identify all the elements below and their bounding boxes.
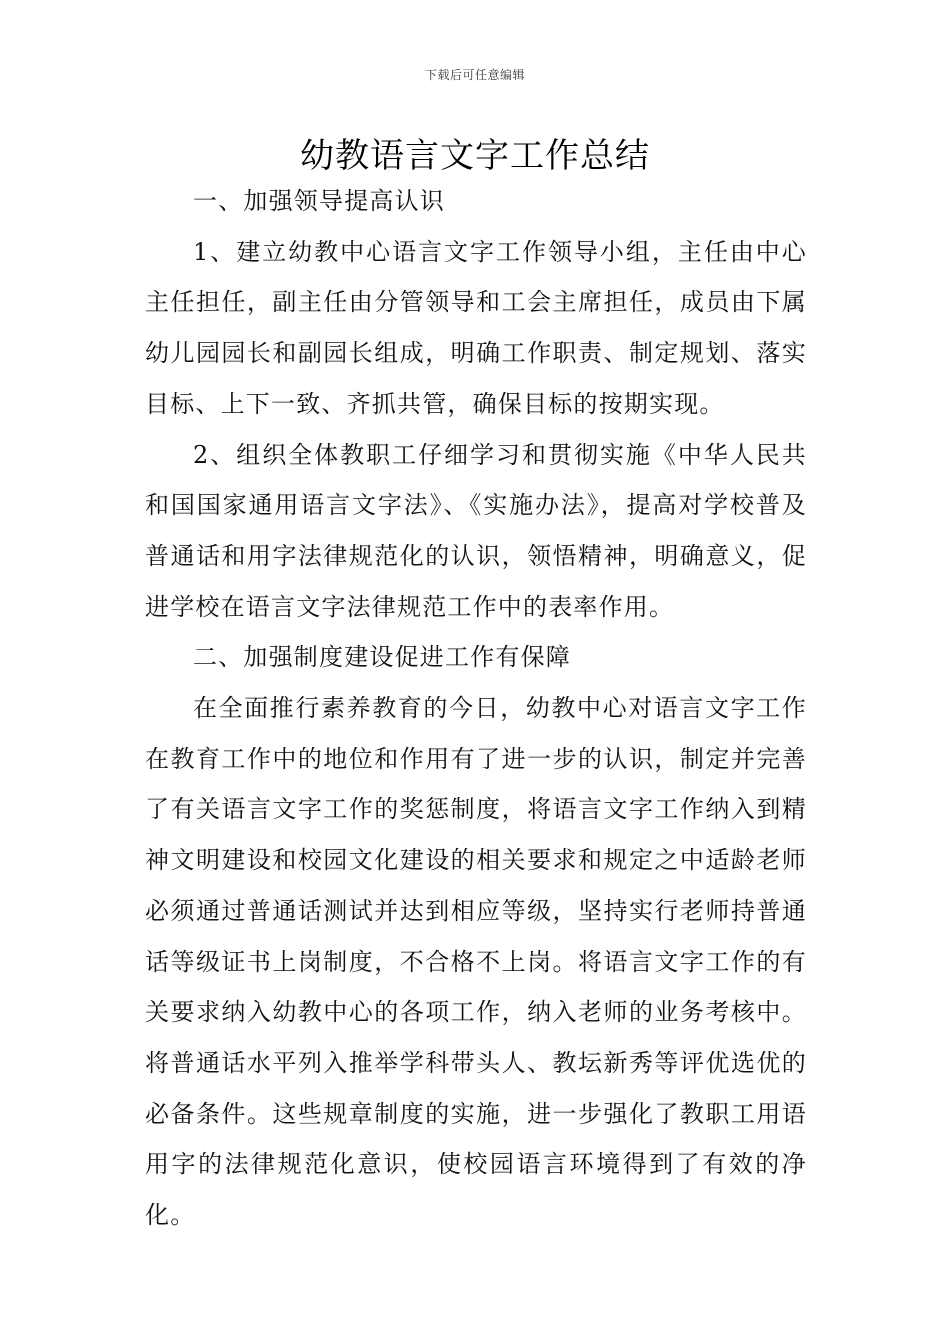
paragraph: 1、建立幼教中心语言文字工作领导小组，主任由中心主任担任，副主任由分管领导和工会主席担任，成员由下属幼儿园园长和副园长组成，明确工作职责、制定规划、落实目标、上下一致、齐抓共管，确保目标的按期实现。 — [145, 237, 807, 418]
paragraph: 在全面推行素养教育的今日，幼教中心对语言文字工作在教育工作中的地位和作用有了进一步的认识，制定并完善了有关语言文字工作的奖惩制度，将语言文字工作纳入到精神文明建设和校园文化建设的相关要求和规定之中适龄老师必须通过普通话测试并达到相应等级，坚持实行老师持普通话等级证书上岗制度，不合格不上岗。将语言文字工作的有关要求纳入幼教中心的各项工作，纳入老师的业务考核中。将普通话水平列入推举学科带头人、教坛新秀等评优选优的必备条件。这些规章制度的实施，进一步强化了教职工用语用字的法律规范化意识，使校园语言环境得到了有效的净化。 — [145, 694, 807, 1230]
header-note: 下载后可任意编辑 — [424, 68, 525, 82]
document-body — [145, 176, 807, 1241]
document-title: 幼教语言文字工作总结 — [300, 136, 650, 176]
section-heading: 一、加强领导提高认识 — [193, 187, 445, 215]
paragraph: 2、组织全体教职工仔细学习和贯彻实施《中华人民共和国国家通用语言文字法》、《实施办法》，提高对学校普及普通话和用字法律规范化的认识，领悟精神，明确意义，促进学校在语言文字法律规范工作中的表率作用。 — [145, 440, 807, 621]
section-heading: 二、加强制度建设促进工作有保障 — [193, 643, 571, 672]
